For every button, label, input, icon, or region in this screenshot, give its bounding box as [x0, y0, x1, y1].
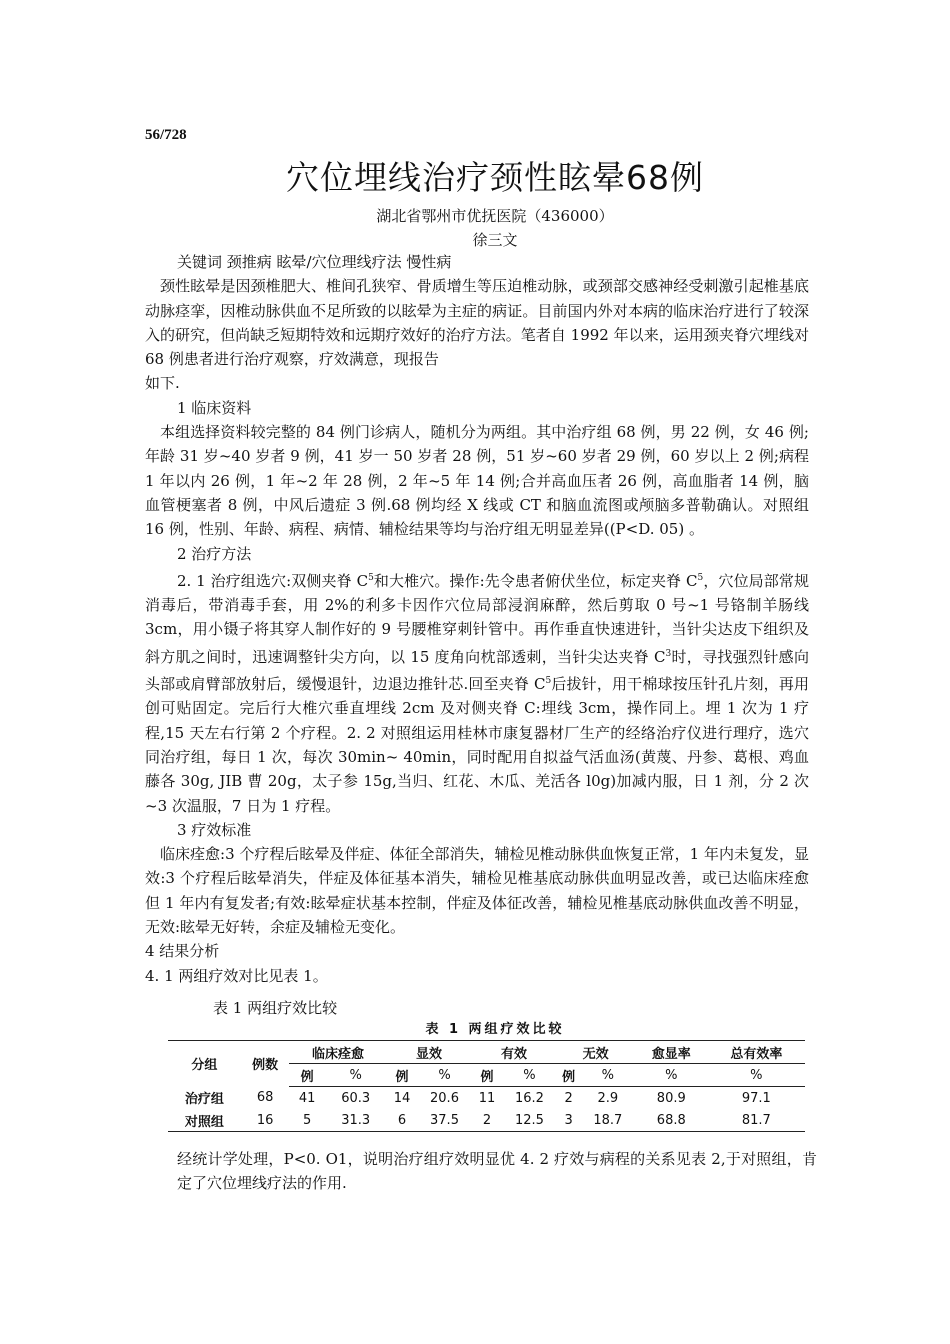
header-cases: 例数: [241, 1041, 290, 1087]
section2-heading: 2 治疗方法: [177, 544, 252, 563]
header-group: 分组: [168, 1041, 241, 1087]
conclusion: [177, 1147, 817, 1196]
header-cured: 临床痊愈: [289, 1041, 386, 1064]
header-n: 例: [556, 1064, 580, 1087]
article-body: [145, 250, 809, 988]
header-pct: %: [502, 1064, 556, 1087]
table-row: [168, 1109, 805, 1132]
article-title: 穴位埋线治疗颈性眩晕68例: [286, 158, 704, 197]
results-table: [168, 1040, 805, 1132]
cell-cure-rate: 68.8: [635, 1109, 708, 1132]
header-pct: %: [708, 1064, 805, 1087]
table-row: [168, 1087, 805, 1110]
header-pct: %: [325, 1064, 387, 1087]
header-n: 例: [289, 1064, 324, 1087]
table-label: 表 1 两组疗效比较: [213, 999, 338, 1017]
cell-cases: 16: [241, 1109, 290, 1132]
cell-eff-p: 16.2: [514, 1090, 544, 1106]
cell-marked-n: 6: [387, 1109, 418, 1132]
intro-end: 如下.: [145, 374, 180, 393]
author: 徐三文: [472, 231, 518, 249]
cell-group: 对照组: [168, 1109, 241, 1132]
cell-cured-n: 41: [298, 1090, 316, 1106]
header-n: 例: [387, 1064, 418, 1087]
cell-cured-p: 31.3: [325, 1109, 387, 1132]
section2-paragraph: 2. 1 治疗组选穴:双侧夹脊 $C^5$和大椎穴。操作:先令患者俯伏坐位，标定夹脊 $C^5$，穴位局部常规消毒后，带消毒手套，用 2%的利多卡因作穴位局部浸润麻醉，然后剪取 0 号~1 号铬制羊肠线 3cm，用小镊子将其穿人制作好的 9 号腰椎穿刺针管中。再作垂直快速进针，当针尖达皮下组织及斜方肌之间时，迅速调整针尖方向，以 15 度角向枕部透刺，当针尖达夹脊 $C^3$时，寻找强烈针感向头部或肩臂部放射后，缓慢退针，边退边推针芯.回至夹脊 $C^5$后拔针，用干棉球按压针孔片刻，再用创可贴固定。完后行大椎穴垂直埋线 2cm 及对侧夹脊 C:埋线 3cm，操作同上。埋 1 次为 1 疗程,15 天左右行第 2 个疗程。2. 2 对照组运用桂林市康复器材厂生产的经络治疗仪进行理疗，选穴同治疗组，每日 1 次，每次 30min~ 40min，同时配用自拟益气活血汤(黄蔑、丹参、葛根、鸡血藤各 30g, JIB 曹 20g，太子参 15g,当归、红花、木瓜、羌活各 l0g)加减内服，日 1 剂，分 2 次~3 次温服，7 日为 1 疗程。: [145, 571, 809, 815]
header-marked: 显效: [387, 1041, 472, 1064]
cell-cured-p: 60.3: [341, 1090, 371, 1106]
header-effective: 有效: [472, 1041, 557, 1064]
section1-paragraph: 本组选择资料较完整的 84 例门诊病人，随机分为两组。其中治疗组 68 例，男 22 例，女 46 例;年龄 31 岁~40 岁者 9 例，41 岁一 50 岁者 28 例，51 岁~60 岁者 29 例，60 岁以上 2 例;病程 1 年以内 26 例，1 年~2 年 28 例，2 年~5 年 14 例;合并高血压者 26 例，高血脂者 14 例，脑血管梗塞者 8 例，中风后遗症 3 例.68 例均经 X 线或 CT 和脑血流图或颅脑多普勒确认。对照组 16 例，性别、年龄、病程、病情、辅检结果等均与治疗组无明显差异((P<D. 05) 。: [145, 423, 809, 539]
header-total-rate: 总有效率: [708, 1041, 805, 1064]
keywords: 关键词 颈推病 眩晕/穴位理线疗法 慢性病: [177, 253, 452, 271]
cell-ineff-p: 18.7: [581, 1109, 635, 1132]
section4-1-text: 4. 1 两组疗效对比见表 1。: [145, 966, 328, 985]
section1-heading: 1 临床资料: [177, 398, 252, 417]
cell-marked-p: 37.5: [417, 1109, 471, 1132]
cell-ineff-n: 3: [556, 1109, 580, 1132]
header-n: 例: [472, 1064, 503, 1087]
cell-eff-p: 12.5: [502, 1109, 556, 1132]
cell-total-rate: 97.1: [741, 1090, 771, 1106]
cell-marked-n: 14: [393, 1090, 411, 1106]
cell-eff-n: 11: [478, 1090, 496, 1106]
page-number: 56/728: [145, 127, 187, 143]
header-pct: %: [581, 1064, 635, 1087]
header-cure-rate: 愈显率: [635, 1041, 708, 1064]
header-pct: %: [417, 1064, 471, 1087]
cell-group: 治疗组: [184, 1092, 224, 1108]
affiliation: 湖北省鄂州市优抚医院（436000）: [376, 207, 614, 225]
cell-cases: 68: [256, 1090, 274, 1106]
section3-heading: 3 疗效标准: [177, 820, 252, 839]
cell-ineff-n: 2: [564, 1090, 573, 1106]
table-caption: 表 1 两组疗效比较: [425, 1022, 565, 1037]
header-pct: %: [635, 1064, 708, 1087]
section3-paragraph: 临床痊愈:3 个疗程后眩晕及伴症、体征全部消失，辅检见椎动脉供血恢复正常，1 年内未复发，显效:3 个疗程后眩晕消失，伴症及体征基本消失，辅检见椎基底动脉供血明显改善，或已达临床痊愈但 1 年内有复发者;有效:眩晕症状基本控制，伴症及体征改善，辅检见椎基底动脉供血改善不明显，无效:眩晕无好转，余症及辅检无变化。: [145, 845, 809, 937]
cell-eff-n: 2: [472, 1109, 503, 1132]
cell-cure-rate: 80.9: [656, 1090, 686, 1106]
intro-paragraph: 颈性眩晕是因颈椎肥大、椎间孔狭窄、骨质增生等压迫椎动脉，或颈部交感神经受刺激引起椎基底动脉痉挛，因椎动脉供血不足所致的以眩晕为主症的病证。目前国内外对本病的临床治疗进行了较深入的研究，但尚缺乏短期特效和远期疗效好的治疗方法。笔者自 1992 年以来，运用颈夹脊穴埋线对 68 例患者进行治疗观察，疗效满意，现报告: [145, 277, 809, 369]
header-ineffective: 无效: [556, 1041, 634, 1064]
conclusion-paragraph: 经统计学处理，P<0. O1，说明治疗组疗效明显优 4. 2 疗效与病程的关系见表 2,于对照组，肯定了穴位埋线疗法的作用.: [177, 1150, 817, 1193]
cell-total-rate: 81.7: [708, 1109, 805, 1132]
cell-marked-p: 20.6: [430, 1090, 459, 1106]
cell-cured-n: 5: [289, 1109, 324, 1132]
section4-heading: 4 结果分析: [145, 942, 220, 961]
cell-ineff-p: 2.9: [597, 1090, 619, 1106]
